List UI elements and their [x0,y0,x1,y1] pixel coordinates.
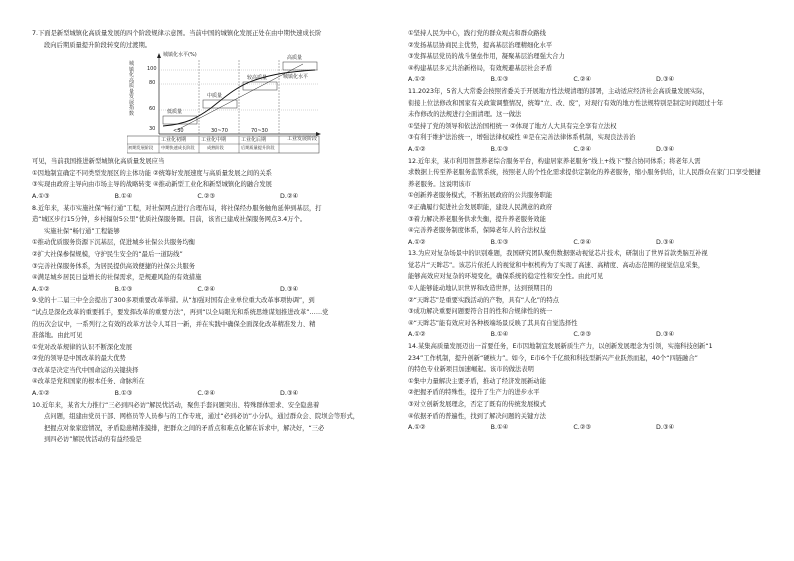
curve-label: 城镇化水平 [283,74,309,81]
q8-question: 实施社保“畅行通”工程能够 [44,227,120,235]
q11-choice-c[interactable]: C.②④ [573,145,592,153]
q11-choice-b[interactable]: B.①③ [490,145,509,153]
y-tick-30: 30 [149,126,156,133]
q14-option-4: ④依据矛盾的普遍性，找到了解决问题的关键方法 [408,412,546,420]
q14-stem-cont-1: 234”工作机制，提升创新“硬核力”。如今，E市6个千亿级和科技型新兴产业跃然而起，40个“四链融合” [408,354,698,362]
urbanization-stage-chart [127,52,327,154]
q13-stem-cont-1: 觉芯片“天眸芯”。该芯片依托人的视觉和中枢机构为了实现了高速、高精度、高动态范围的视觉信息采集， [408,261,705,269]
q13-option-3: ③成功解决重要问题要符合目的性和合规律性的统一 [408,308,553,316]
q7-choice-a[interactable]: A.①③ [32,192,50,200]
q11-option-row-2: ③有利于维护法治统一，增强法律权威性 ④是在完善法律体系机制，实现良法善治 [408,134,636,142]
right-column [408,28,764,434]
q11-stem-cont: 衔接上位法修改和国家有关政策调整情况，统筹“立、改、废”，对现行有效的地方性法规特别是制定时间超过十年 [408,99,724,107]
q7-stem: 7.下面是新型城镇化高质量发展的四个阶段规律示意图。当前中国的城镇化发展正处在由中期快速成长阶 [32,30,322,37]
y-tick-80: 80 [149,80,156,87]
q9-choice-c[interactable]: C.②④ [197,390,216,398]
q11-question: 未作修改的法规进行全面清理。这一做法 [408,111,522,119]
q7-choice-d[interactable]: D.②④ [279,192,299,200]
q10-choice-a[interactable]: A.①② [408,76,426,84]
q10-option-1: ①坚持人民为中心，践行党的群众观点和群众路线 [408,30,546,37]
q9-stem-cont-2: 的历次会议中，一系列行之有效的改革方法令人耳目一新，并在实践中确保全面深化改革精准发力、精 [32,320,316,328]
period-name-2: 中期快速成长阶段 [161,145,195,151]
q10-option-4: ④构建基层多元共治新格局，有效规避基层社会矛盾 [408,64,553,72]
stage-range-3: 70~30 [251,128,268,135]
q14-option-2: ②把握矛盾的特殊性，提升了生产力的进步水平 [408,389,540,397]
q12-answer-choices [408,237,738,249]
q10-stem-cont-1: 点问题，组建由党员干部、网格员等人员参与的工作专班，通过“必到必访”小分队，通过群众会、院坝会等形式， [44,413,360,421]
q13-option-2: ②“天眸芯”是重要实践活动的产物，具有“人化”的特点 [408,296,559,304]
q12-choice-b[interactable]: B.①③ [490,238,509,246]
q10-question: 到四必访”解民忧活动的有益经验是 [44,436,142,444]
q14-option-3: ③对立创新发展理念，否定了既有的传统发展模式 [408,401,546,408]
q11-choice-d[interactable]: D.③④ [655,145,675,153]
q9-option-3: ③改革是决定当代中国命运的关键抉择 [32,366,139,374]
q7-question: 可见，当前我国推进新型城镇化高质量发展应当 [32,158,165,166]
q11-choice-a[interactable]: A.①② [408,145,426,153]
stage-name-3: 工业化后期 [241,137,267,144]
q13-option-4: ④“天眸芯”能有效应对各种极端场景反映了其具有自觉选择性 [408,319,578,327]
stage-range-2: 30~70 [211,128,228,135]
q8-choice-c[interactable]: C.②④ [197,285,216,293]
q8-stem: 8.近年来，某市实施社保“畅行通”工程，对社保网点进行合理布局，将社保经办服务触角延伸到基层，打 [32,204,322,212]
q11-answer-choices [408,144,738,156]
y-tick-100: 100 [147,66,157,73]
q12-option-1: ①创新养老服务模式，不断拓展政府的公共服务职能 [408,192,553,200]
q12-stem: 12.近年来，某市利用智慧养老综合服务平台，构建居家养老服务“线上+线下”整合协同体系；将老年人需 [408,157,701,165]
q13-choice-a[interactable]: A.①② [408,331,426,339]
q8-option-2: ②扩大社保参保规模，守护民生安全的“最后一道防线” [32,250,183,258]
band-label-mid: 中质量 [207,93,223,100]
q12-option-2: ②正确履行促进社会发展职能，建设人民满意的政府 [408,203,553,211]
q9-option-1: ①党对改革规律的认识不断深化发展 [32,343,133,351]
q13-choice-c[interactable]: C.②③ [573,331,592,339]
q9-question: 准落地。由此可见 [32,332,83,340]
q7-stem-cont: 段向后期质量提升阶段转变的过渡期。 [44,41,152,49]
q9-option-2: ②党的领导是中国改革的最大优势 [32,355,126,363]
q10-choice-d[interactable]: D.③④ [655,76,675,84]
band-label-higher: 较高质量 [247,75,268,82]
axis-note: 工业发展阶段 [287,136,318,143]
q10-stem: 10.近年来，某省大力推行“三必到四必访”解民忧活动，聚焦手套问题突出、特殊群体需求、安全隐患着 [32,401,320,409]
q12-stem-cont: 求数据上传至养老服务监管系统，按照老人的个性化需求提供定制化的养老服务，缩小服务供给，让人民群众在家门口享受便捷 [408,169,761,177]
q12-choice-a[interactable]: A.①② [408,238,426,246]
q13-question: 能够高效应对复杂的环境变化，确保系统的稳定性和安全性。由此可见 [408,273,604,281]
q13-choice-b[interactable]: B.①④ [490,331,509,339]
period-name-4: 后期质量提升阶段 [241,145,275,151]
q13-stem: 13.为应对复杂场景中的识别难题，我国研究团队聚焦数据驱动视觉芯片技术，研制出了世界首款类脑互补视 [408,250,708,258]
q14-choice-c[interactable]: C.②③ [573,424,592,432]
q10-option-2: ②发扬基层协商民主优势，提高基层治理精细化水平 [408,41,553,49]
q13-option-1: ①人能够能动地认识世界和改造世界，达到预期目的 [408,285,553,293]
q9-stem-cont-1: “试点是深化改革的重要抓手，要发挥改革的重要方法”，再到“以全局眼光和系统思维谋划推进改革”……党 [32,308,329,316]
q9-answer-choices [32,388,362,400]
q7-option-row-1: ①因地制宜确定不同类型发展区的主体功能 ②统筹好发展速度与高质量发展之间的关系 [32,169,272,177]
q8-choice-b[interactable]: B.①③ [114,285,133,293]
q14-option-1: ①集中力量解决主要矛盾，推动了经济发展新动能 [408,377,546,385]
q11-option-row-1: ①坚持了党的领导和依法治国相统一 ②体现了地方人大具有完全享有立法权 [408,122,617,130]
period-name-3: 成熟阶段 [207,145,224,151]
q8-stem-cont: 造“城区步行15分钟，乡村辐射5公里”优质社保服务圈。目前，该省已建成社保服务网点3.4万个。 [32,216,307,224]
band-label-low: 低质量 [167,109,183,116]
q8-choice-d[interactable]: D.③④ [279,285,299,293]
q7-choice-c[interactable]: C.②③ [197,192,216,200]
q11-stem: 11.2023年，5省人大常委会按照省委关于开展地方性法规清理的部署，主动适应经济社会高质量发展实际， [408,87,709,95]
y-tick-60: 60 [149,106,156,113]
q12-choice-c[interactable]: C.②④ [573,238,592,246]
q7-answer-choices [32,191,362,203]
q14-choice-d[interactable]: D.③④ [655,424,675,432]
q8-option-3: ③完善社保服务体系，为居民提供高效便捷的社保公共服务 [32,262,196,270]
q8-choice-a[interactable]: A.①② [32,285,50,293]
q10-option-3: ③发挥基层党员的战斗堡垒作用，凝聚基层治理强大合力 [408,53,565,61]
q8-option-1: ①推动优质服务资源下沉基层，促进城乡社保公共服务均衡 [32,239,196,247]
q14-choice-a[interactable]: A.①② [408,424,426,432]
q10-choice-c[interactable]: C.②④ [573,76,592,84]
period-name-1: 初期发展阶段 [128,145,154,151]
stage-name-1: 工业化初期 [161,137,187,144]
band-label-high: 高质量 [287,55,303,62]
stage-range-1: <30 [173,128,184,135]
q14-stem: 14.某集高质量发展迈出一首要任务，E市因地制宜发展新质生产力，以创新发展理念为引领，实施科技创新“1 [408,343,713,351]
q10-choice-b[interactable]: B.①③ [490,76,509,84]
q10-answer-choices [408,74,738,86]
q9-option-4: ④改革是党和国家的根本任务、命脉所在 [32,378,145,386]
q9-choice-a[interactable]: A.①② [32,390,50,398]
q12-question: 养老服务。这说明该市 [408,180,471,188]
q14-answer-choices [408,422,738,434]
q13-choice-d[interactable]: D.③④ [655,331,675,339]
q7-choice-b[interactable]: B.①④ [114,192,133,200]
q9-choice-d[interactable]: D.③④ [279,390,299,398]
q7-option-row-2: ③实现由政府主导向由市场主导的战略转变 ④推动新型工业化和新型城镇化的融合发展 [32,181,272,189]
y-axis-label: 城镇化水平(%) [163,52,197,59]
stage-name-2: 工业化中期 [201,137,227,144]
left-column [32,28,392,446]
q14-question: 的特色专业新项目加速崛起。该市的做法表明 [408,366,534,374]
q12-option-4: ④完善养老服务制度体系，保障老年人的合法权益 [408,227,546,235]
q9-choice-b[interactable]: B.①③ [114,390,133,398]
q12-option-3: ③着力解决养老服务供求失衡，提升养老服务效能 [408,215,546,223]
q9-stem: 9.党的十二届三中全会提出了300多项重要改革举措。从“加强对国有企业单位重大改革事项协调”，到 [32,297,315,305]
q13-answer-choices [408,329,738,341]
q8-option-4: ④满足城乡居民日益增长的社保需求，是规避风险的有效措施 [32,274,202,282]
q12-choice-d[interactable]: D.③④ [655,238,675,246]
q8-answer-choices [32,284,362,296]
side-label: 城镇化高质量发展指数 [129,61,135,117]
q14-choice-b[interactable]: B.①④ [490,424,509,432]
q10-stem-cont-2: 把握点对象家庭情况，矛盾隐患精准摸排，把群众之间的矛盾点和难点化解在诉求中，解决好，“三必 [44,424,325,432]
